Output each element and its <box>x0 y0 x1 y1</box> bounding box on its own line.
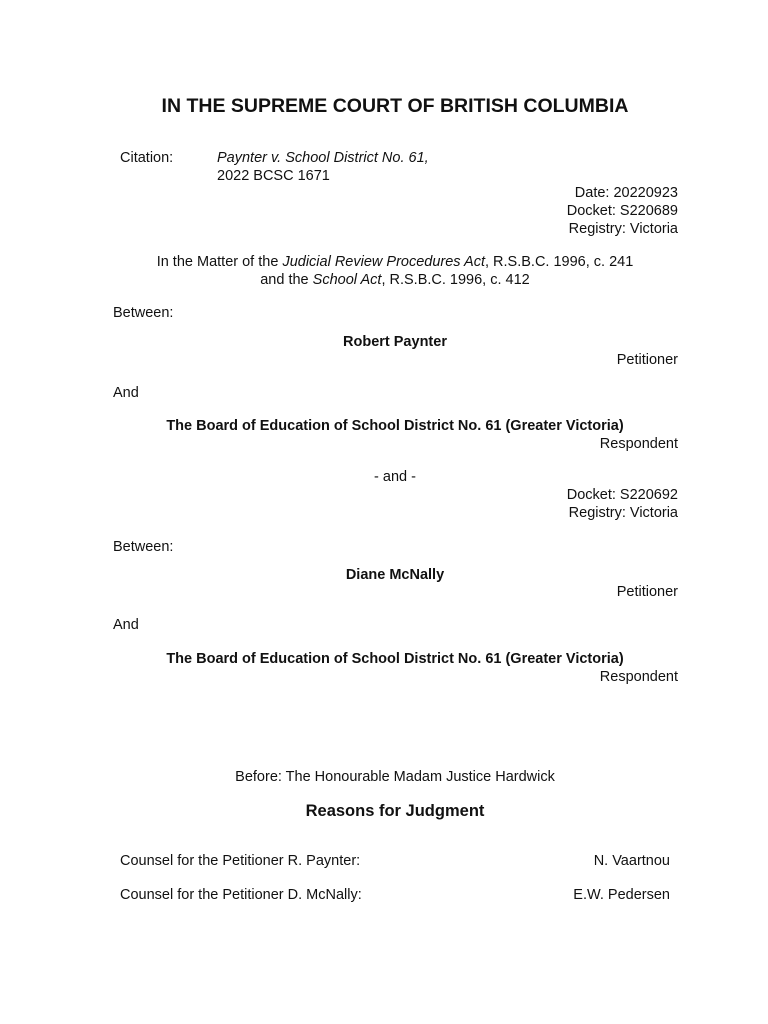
respondent-role-2: Respondent <box>599 669 678 685</box>
matter-line-2-prefix: and the <box>260 272 313 288</box>
before-judge: Before: The Honourable Madam Justice Hardwick <box>235 769 555 785</box>
petitioner-name-2: Diane McNally <box>345 567 445 583</box>
docket-number-1: Docket: S220689 <box>566 203 678 219</box>
counsel-name-1: N. Vaartnou <box>593 853 670 869</box>
school-act: School Act <box>312 272 382 288</box>
registry-2: Registry: Victoria <box>568 505 678 521</box>
neutral-citation: 2022 BCSC 1671 <box>217 168 330 184</box>
counsel-label-1: Counsel for the Petitioner R. Paynter: <box>120 853 361 869</box>
and-label-1: And <box>113 385 139 401</box>
matter-line-1-prefix: In the Matter of the <box>156 254 283 270</box>
matter-line-1-suffix: , R.S.B.C. 1996, c. 241 <box>484 254 634 270</box>
between-label-2: Between: <box>113 539 174 555</box>
matter-line-2 <box>0 271 768 289</box>
respondent-name-2: The Board of Education of School District No. 61 (Greater Victoria) <box>166 651 624 667</box>
citation-label: Citation: <box>120 150 174 166</box>
matter-line-1 <box>0 253 768 271</box>
and-label-2: And <box>113 617 139 633</box>
matter-line-2-suffix: , R.S.B.C. 1996, c. 412 <box>381 272 530 288</box>
registry-1: Registry: Victoria <box>568 221 678 237</box>
respondent-name-1: The Board of Education of School District No. 61 (Greater Victoria) <box>166 418 624 434</box>
counsel-label-2: Counsel for the Petitioner D. McNally: <box>120 887 362 903</box>
judicial-review-act: Judicial Review Procedures Act <box>282 254 485 270</box>
counsel-name-2: E.W. Pedersen <box>573 887 670 903</box>
judgment-date: Date: 20220923 <box>574 185 678 201</box>
petitioner-role-2: Petitioner <box>616 584 678 600</box>
docket-number-2: Docket: S220692 <box>566 487 678 503</box>
proceeding-separator: - and - <box>374 469 416 485</box>
between-label-1: Between: <box>113 305 174 321</box>
petitioner-role-1: Petitioner <box>616 352 678 368</box>
petitioner-name-1: Robert Paynter <box>343 334 447 350</box>
respondent-role-1: Respondent <box>599 436 678 452</box>
case-name: Paynter v. School District No. 61, <box>217 150 429 166</box>
reasons-heading: Reasons for Judgment <box>305 802 485 820</box>
court-title: IN THE SUPREME COURT OF BRITISH COLUMBIA <box>161 95 629 117</box>
